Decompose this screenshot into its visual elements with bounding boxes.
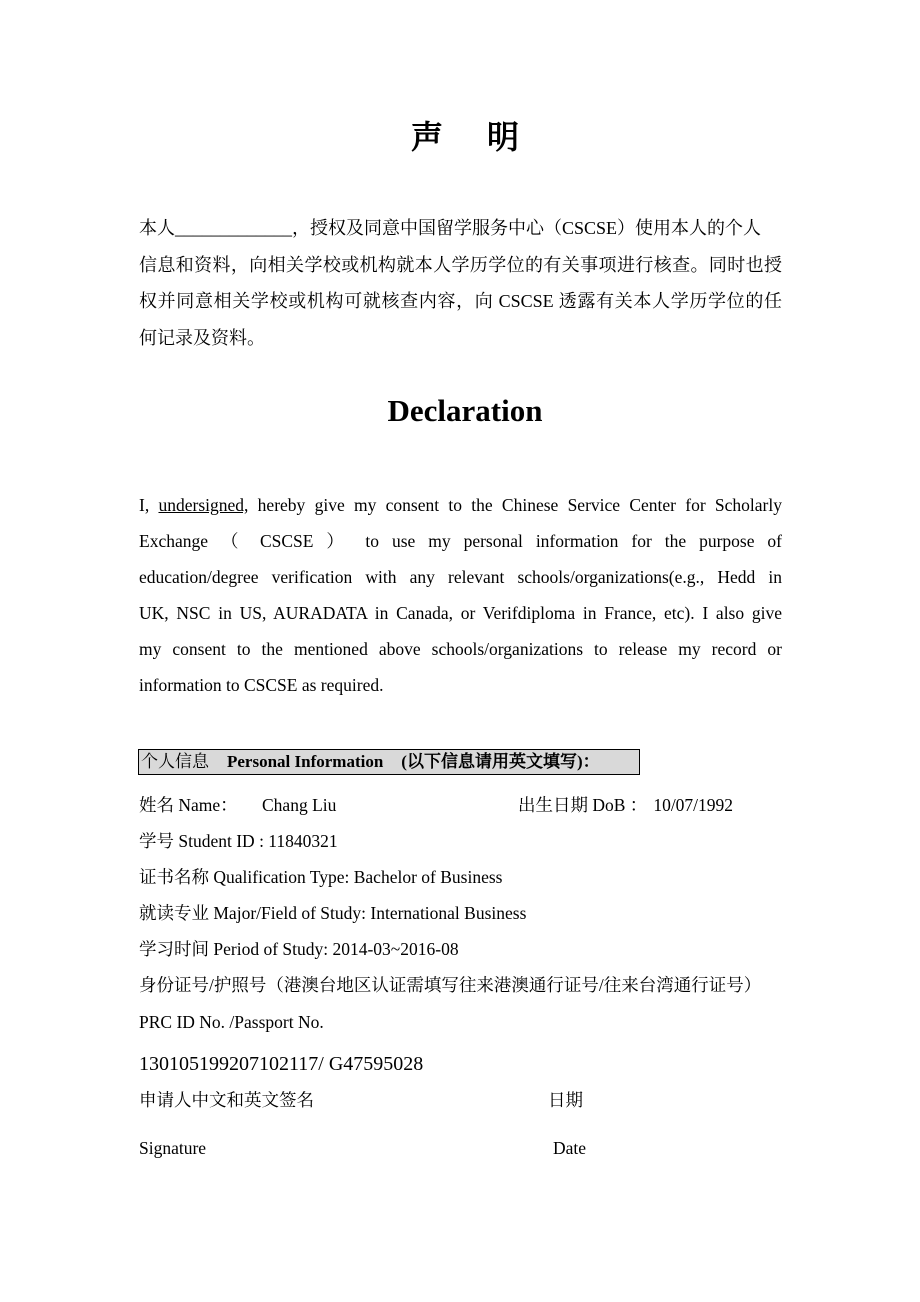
chinese-title-part1: 声 — [410, 119, 443, 155]
chinese-paragraph-line-2: 信息和资料，向相关学校或机构就本人学历学位的有关事项进行核查。同时也授 — [139, 254, 782, 275]
dob-field — [518, 793, 733, 817]
name-value: Chang Liu — [262, 795, 337, 815]
section-header-en: Personal Information — [227, 752, 384, 771]
name-label: 姓名 Name： — [139, 795, 238, 815]
id-number-value: 130105199207102117/ G47595028 — [139, 1053, 424, 1075]
chinese-title-part2: 明 — [487, 119, 520, 155]
prc-id-label: PRC ID No. /Passport No. — [139, 1012, 324, 1032]
student-id-field: 学号 Student ID : 11840321 — [139, 831, 338, 851]
major-field: 就读专业 Major/Field of Study: International Business — [139, 903, 527, 923]
qualification-field: 证书名称 Qualification Type: Bachelor of Business — [139, 867, 503, 887]
chinese-declaration-paragraph — [139, 210, 782, 356]
period-of-study-field: 学习时间 Period of Study: 2014-03~2016-08 — [139, 939, 459, 959]
english-paragraph-line-3: education/degree verification with any relevant schools/organizations(e.g., Hedd in — [139, 567, 782, 587]
english-paragraph-line-4: UK, NSC in US, AURADATA in Canada, or Verifdiploma in France, etc). I also give — [139, 603, 782, 623]
chinese-title — [0, 112, 920, 158]
english-paragraph-line-1: I, undersigned, hereby give my consent to the Chinese Service Center for Scholarly — [139, 495, 782, 515]
english-paragraph-line-6: information to CSCSE as required. — [139, 675, 384, 695]
undersigned-text: undersigned, — [158, 495, 249, 515]
section-header-cn: 个人信息 — [141, 752, 209, 771]
personal-information-header — [138, 749, 640, 775]
date-label-cn: 日期 — [548, 1090, 583, 1110]
chinese-paragraph-line-3: 权并同意相关学校或机构可就核查内容，向 CSCSE 透露有关本人学历学位的任 — [139, 291, 782, 311]
id-type-label: 身份证号/护照号（港澳台地区认证需填写往来港澳通行证号/往来台湾通行证号） — [139, 975, 762, 995]
chinese-paragraph-line-1: 本人_____________，授权及同意中国留学服务中心（CSCSE）使用本人的个人 — [139, 218, 762, 238]
english-declaration-paragraph — [139, 487, 782, 703]
signature-label-cn: 申请人中文和英文签名 — [139, 1090, 314, 1110]
section-header-note: (以下信息请用英文填写)： — [401, 752, 600, 771]
chinese-paragraph-line-4: 何记录及资料。 — [139, 327, 265, 348]
english-paragraph-line-5: my consent to the mentioned above schools/organizations to release my record or — [139, 639, 782, 659]
dob-label: 出生日期 DoB ： — [518, 795, 648, 815]
name-row — [139, 793, 337, 817]
dob-value: 10/07/1992 — [653, 795, 734, 815]
signature-label-en: Signature — [139, 1138, 207, 1158]
english-title: Declaration — [387, 393, 543, 428]
date-label-en: Date — [553, 1138, 587, 1158]
english-paragraph-line-2: Exchange （ CSCSE ） to use my personal information for the purpose of — [139, 531, 782, 551]
name-blank: _____________ — [175, 218, 292, 238]
